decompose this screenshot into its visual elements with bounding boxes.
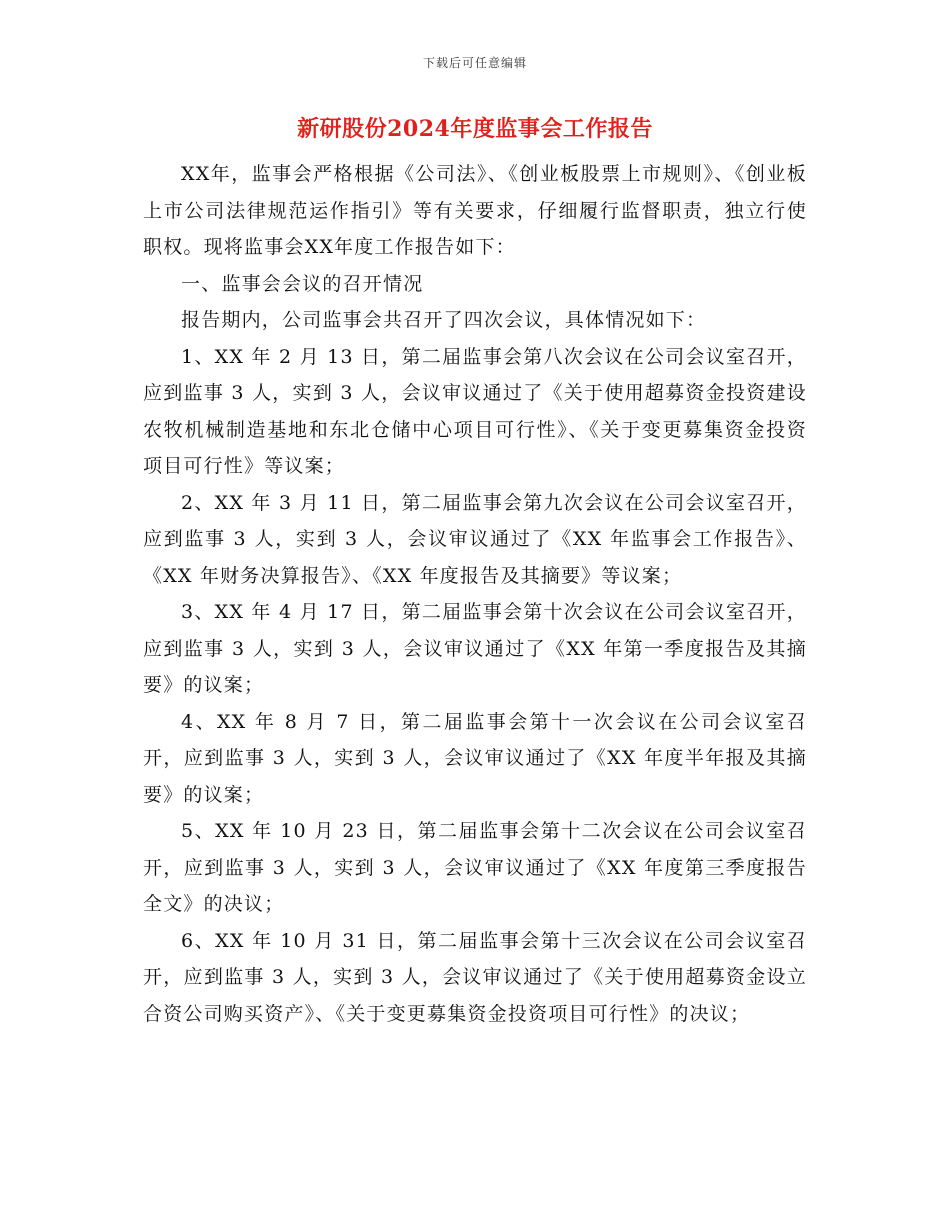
meeting-item-3: 3、XX 年 4 月 17 日，第二届监事会第十次会议在公司会议室召开，应到监事 3 人，实到 3 人，会议审议通过了《XX 年第一季度报告及其摘要》的议案； bbox=[143, 601, 807, 696]
paragraph-intro: XX年，监事会严格根据《公司法》、《创业板股票上市规则》、《创业板上市公司法律规范运作指引》等有关要求，仔细履行监督职责，独立行使职权。现将监事会XX年度工作报告如下： bbox=[143, 163, 807, 258]
meeting-item-2: 2、XX 年 3 月 11 日，第二届监事会第九次会议在公司会议室召开，应到监事 3 人，实到 3 人，会议审议通过了《XX 年监事会工作报告》、《XX 年财务决算报告》、《XX 年度报告及其摘要》等议案； bbox=[143, 491, 807, 587]
meeting-item-4: 4、XX 年 8 月 7 日，第二届监事会第十一次会议在公司会议室召开，应到监事 3 人，实到 3 人，会议审议通过了《XX 年度半年报及其摘要》的议案； bbox=[143, 710, 807, 806]
document-title: 新研股份2024年度监事会工作报告 bbox=[297, 116, 653, 142]
meeting-item-6: 6、XX 年 10 月 31 日，第二届监事会第十三次会议在公司会议室召开，应到监事 3 人，实到 3 人，会议审议通过了《关于使用超募资金设立合资公司购买资产》、《关于变更募集资金投资项目可行性》的决议； bbox=[143, 929, 807, 1025]
meeting-item-5: 5、XX 年 10 月 23 日，第二届监事会第十二次会议在公司会议室召开，应到监事 3 人，实到 3 人，会议审议通过了《XX 年度第三季度报告全文》的决议； bbox=[143, 820, 807, 915]
meeting-item-1: 1、XX 年 2 月 13 日，第二届监事会第八次会议在公司会议室召开，应到监事 3 人，实到 3 人，会议审议通过了《关于使用超募资金投资建设农牧机械制造基地和东北仓储中心项目可行性》、《关于变更募集资金投资项目可行性》等议案； bbox=[143, 345, 807, 477]
section-heading: 一、监事会会议的召开情况 bbox=[181, 272, 424, 295]
paragraph-summary: 报告期内，公司监事会共召开了四次会议，具体情况如下： bbox=[181, 309, 707, 331]
document-body bbox=[143, 156, 807, 1032]
header-note: 下载后可任意编辑 bbox=[422, 56, 527, 70]
